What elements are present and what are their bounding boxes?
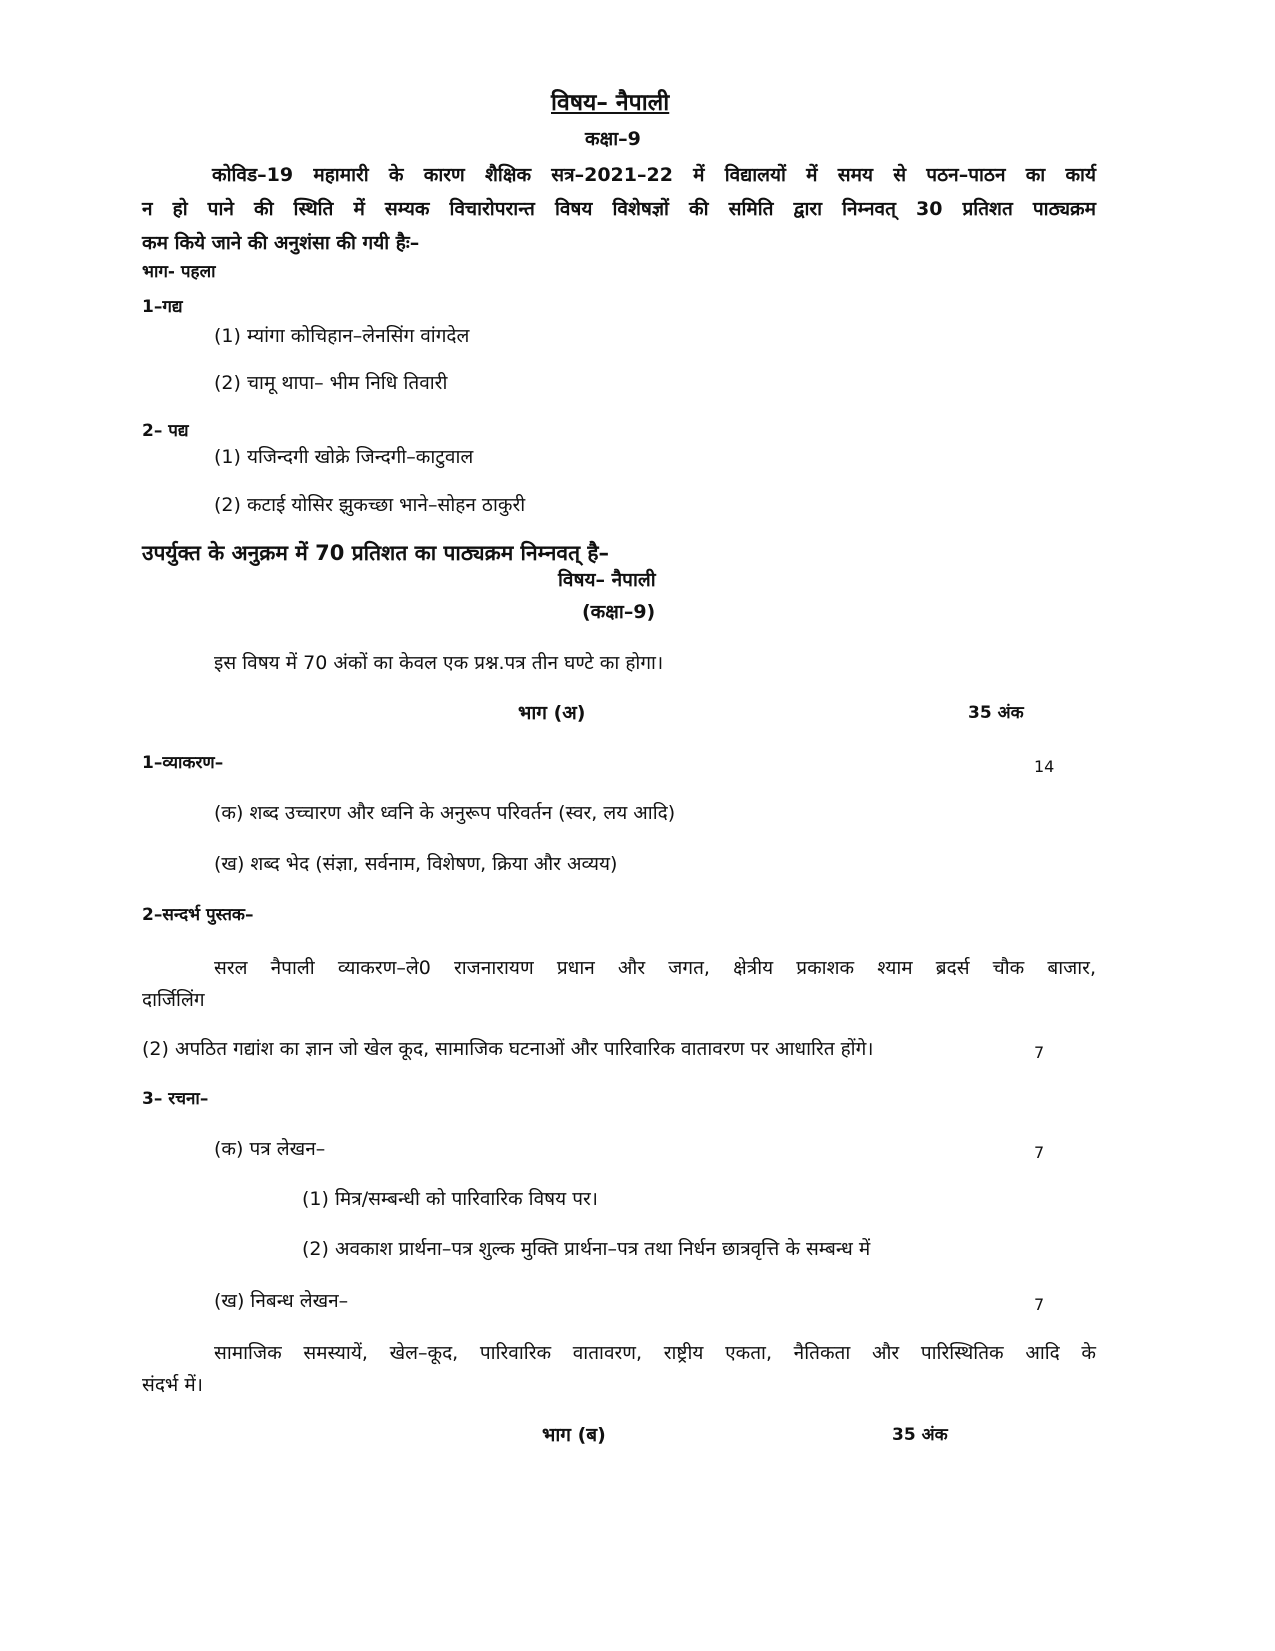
intro-line: कम किये जाने की अनुशंसा की गयी हैः–: [142, 232, 420, 254]
letter-writing-marks: 7: [1034, 1143, 1045, 1162]
grammar-marks: 14: [1034, 757, 1055, 776]
composition-heading: 3– रचना–: [142, 1089, 209, 1109]
reference-line: दार्जिलिंग: [142, 989, 205, 1011]
page-title: विषय– नैपाली: [551, 90, 670, 116]
prose-heading: 1–गद्य: [142, 297, 183, 317]
essay-writing-label: (ख) निबन्ध लेखन–: [214, 1290, 349, 1312]
letter-writing-label: (क) पत्र लेखन–: [214, 1138, 326, 1160]
essay-topics-paragraph: [142, 1337, 1096, 1401]
reference-line: सरल नैपाली व्याकरण–ले0 राजनारायण प्रधान और जगत, क्षेत्रीय प्रकाशक श्याम ब्रदर्स चौक बाजार,: [214, 957, 1096, 979]
essay-writing-marks: 7: [1034, 1295, 1045, 1314]
intro-paragraph: [142, 158, 1096, 260]
unseen-marks: 7: [1034, 1043, 1045, 1062]
list-item: (क) शब्द उच्चारण और ध्वनि के अनुरूप परिवर्तन (स्वर, लय आदि): [214, 802, 676, 824]
list-item: (1) म्यांगा कोचिहान–लेनसिंग वांगदेल: [214, 325, 470, 347]
intro-line: कोविड–19 महामारी के कारण शैक्षिक सत्र–2021–22 में विद्यालयों में समय से पठन–पाठन का कार्य: [212, 164, 1096, 186]
essay-topics-line: संदर्भ में।: [142, 1374, 203, 1396]
poetry-heading: 2– पद्य: [142, 421, 189, 441]
exam-note: इस विषय में 70 अंकों का केवल एक प्रश्न.पत्र तीन घण्टे का होगा।: [214, 652, 664, 674]
syllabus-lead: उपर्युक्त के अनुक्रम में 70 प्रतिशत का पाठ्यक्रम निम्नवत् है–: [142, 541, 609, 565]
list-item: (2) चामू थापा– भीम निधि तिवारी: [214, 372, 448, 394]
syllabus-class: (कक्षा–9): [582, 601, 656, 623]
grammar-heading: 1–व्याकरण–: [142, 753, 224, 773]
part-a-marks: 35 अंक: [968, 703, 1024, 723]
list-item: (1) मित्र/सम्बन्धी को पारिवारिक विषय पर।: [302, 1188, 598, 1210]
syllabus-subject: विषय– नैपाली: [558, 569, 656, 591]
reference-paragraph: [142, 952, 1096, 1016]
part-b-label: भाग (ब): [542, 1424, 606, 1446]
list-item: (ख) शब्द भेद (संज्ञा, सर्वनाम, विशेषण, क्रिया और अव्यय): [214, 853, 618, 875]
part-a-label: भाग (अ): [518, 702, 586, 724]
essay-topics-line: सामाजिक समस्यायें, खेल–कूद, पारिवारिक वातावरण, राष्ट्रीय एकता, नैतिकता और पारिस्थितिक आदि के: [214, 1342, 1096, 1364]
part-b-marks: 35 अंक: [892, 1425, 948, 1445]
reference-heading: 2–सन्दर्भ पुस्तक–: [142, 905, 254, 925]
part-one-heading: भाग- पहला: [142, 262, 216, 282]
list-item: (2) अवकाश प्रार्थना–पत्र शुल्क मुक्ति प्रार्थना–पत्र तथा निर्धन छात्रवृत्ति के सम्बन्ध में: [302, 1238, 871, 1260]
unseen-passage: (2) अपठित गद्यांश का ज्ञान जो खेल कूद, सामाजिक घटनाओं और पारिवारिक वातावरण पर आधारित होंगे।: [142, 1038, 874, 1060]
class-label: कक्षा–9: [585, 128, 641, 150]
list-item: (1) यजिन्दगी खोक्रे जिन्दगी–काटुवाल: [214, 446, 474, 468]
list-item: (2) कटाई योसिर झुकच्छा भाने–सोहन ठाकुरी: [214, 494, 526, 516]
intro-line: न हो पाने की स्थिति में सम्यक विचारोपरान्त विषय विशेषज्ञों की समिति द्वारा निम्नवत् 30 प्रतिशत पाठ्यक्रम: [142, 198, 1096, 220]
